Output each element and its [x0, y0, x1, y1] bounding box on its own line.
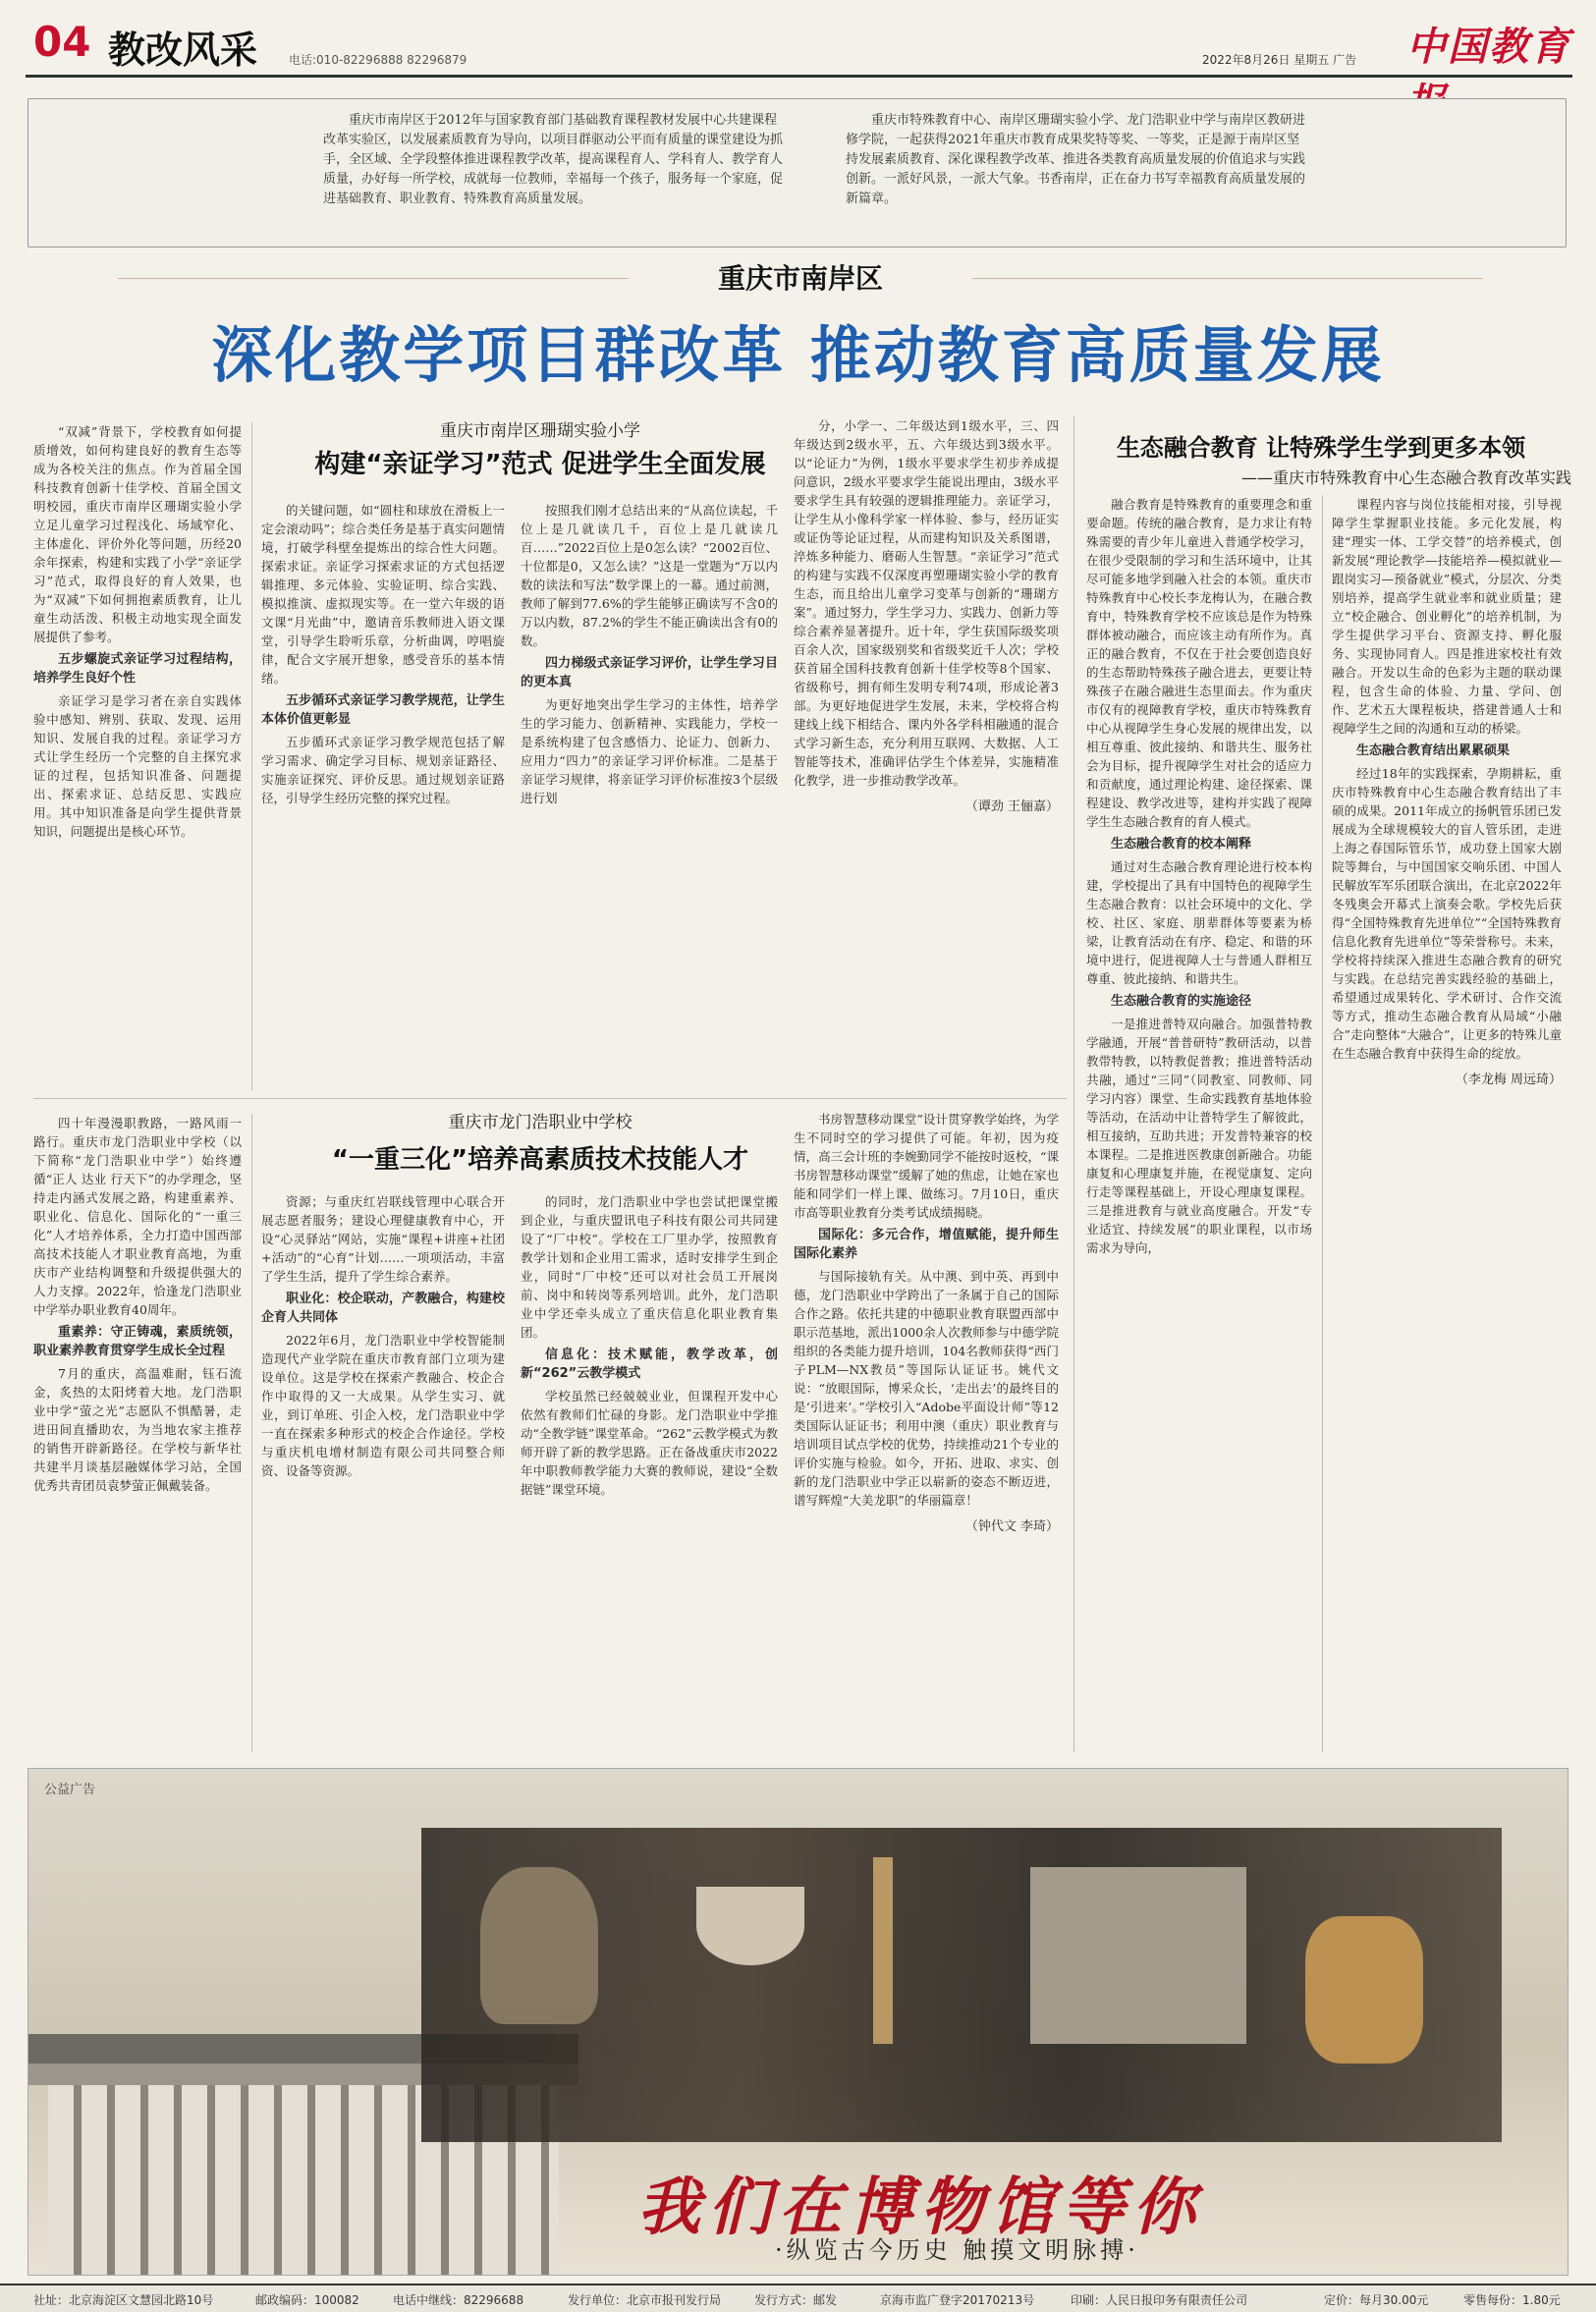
article1-sub2: 五步循环式亲证学习教学规范，让学生本体价值更彰显: [261, 693, 505, 727]
newspaper-logo: 中国教育: [1406, 24, 1571, 70]
kicker-rule-left: [118, 278, 629, 279]
article2-sub3: 信息化：技术赋能，教学改革，创新“262”云教学模式: [521, 1348, 778, 1381]
ad-tag: 公益广告: [44, 1783, 96, 1797]
page-divider: [1073, 416, 1074, 1752]
article1-col2b-text: 五步循环式亲证学习教学规范包括了解学习需求、确定学习目标、规划亲证路径、实施亲证探究、评价反思。通过规划亲证路径，引导学生经历完整的探究过程。: [261, 735, 505, 805]
article3-subtitle: ——重庆市特殊教育中心生态融合教育改革实践: [1240, 468, 1571, 487]
article3-col1-text: 融合教育是特殊教育的重要理念和重要命题。传统的融合教育，是力求让有特殊需要的青少年儿童进入普通学校学习，在很少受限制的学习和生活环境中，让其尽可能多地学到融入社会的本领。重庆市特殊教育中心校长李龙梅认为，在融合教育中，特殊教育学校不应该总是作为特殊群体被动融合，而应该主动有所作为。真正的融合教育，不仅在于社会要创造良好的生态帮助特殊孩子融合进去，更要让特殊孩子在融合融进生态里面去。作为重庆市仅有的视障教育学校，重庆市特殊教育中心从视障学生身心发展的规律出发，以相互尊重、彼此接纳、和谐共生、服务社会为目标，提升视障学生对社会的适应力和贡献度，通过理论构建、途径探索、课程建设、教学改进等，建构并实践了视障学生生态融合教育的育人模式。: [1086, 497, 1312, 829]
article3-byline: （李龙梅 周远琦）: [1455, 1073, 1562, 1087]
editorial-phone: 电话:010-82296888 82296879: [289, 53, 468, 67]
article3-col2-text: 课程内容与岗位技能相对接，引导视障学生掌握职业技能。多元化发展，构建“理实一体、工学交替”的培养模式，创新发展“理论教学—技能培养—模拟就业—跟岗实习—预备就业”模式，分层次、分类别培养，提高学生就业率和就业质量；建立“校企融合、创业孵化”的培养机制，为学生提供学习平台、资源支持、孵化服务、实现协同育人。四是推进家校社有效融合。开发以生命的色彩为主题的联动课程，包含生命的体验、力量、学问、创作、艺术五大课程板块，搭建普通人士和视障学生之间的沟通和互动的桥梁。: [1332, 497, 1562, 736]
article2-col4b-text: 与国际接轨有关。从中澳、到中英、再到中德，龙门浩职业中学跨出了一条属于自己的国际合作之路。依托共建的中德职业教育联盟西部中职示范基地，派出1000余人次教师参与中德学院组织的各类能力提升培训，104名教师获得“西门子PLM—NX教员”等国际认证证书。姚代文说：“放眼国际，博采众长，‘走出去’的最终目的是‘引进来’。”学校引入“Adobe平面设计师”等12类国际认证证书；利用中澳（重庆）职业教育与培训项目试点学校的优势，持续推动21个专业的评价实施与检验。如今，开拓、进取、求实、创新的龙门浩职业中学正以崭新的姿态不断迈进，谱写辉煌“大美龙职”的华丽篇章！: [794, 1269, 1059, 1508]
article1-col3b-text: 为更好地突出学生学习的主体性，培养学生的学习能力、创新精神、实践能力，学校一是系统构建了包含感悟力、论证力、创新力、应用力“四力”的亲证学习评价标准。二是基于亲证学习规律，将亲证学习评价标准按3个层级进行划: [521, 697, 778, 805]
ad-subtitle: ·纵览古今历史 触摸文明脉搏·: [775, 2236, 1139, 2264]
article1-col2-text: 的关键问题，如“圆柱和球放在滑板上一定会滚动吗”；综合类任务是基于真实问题情境，打破学科壁垒提炼出的综合性大问题。探索求证。亲证学习探索求证的方式包括逻辑推理、多元体验、实验证明、综合实践、模拟推演、虚拟现实等。在一堂六年级的语文课“月光曲”中，邀请音乐教师进入语文课堂，引导学生聆听乐章，分析曲调，哼唱旋律，配合文字展开想象，感受音乐的基本情绪。: [261, 503, 505, 686]
article1-title: 构建“亲证学习”范式 促进学生全面发展: [314, 450, 766, 479]
article1-col2: [261, 501, 505, 1090]
article3-col2b-text: 经过18年的实践探索，孕期耕耘，重庆市特殊教育中心生态融合教育结出了丰硕的成果。2011年成立的扬帆管乐团已发展成为全球规模较大的盲人管乐团，走进上海之春国际管乐节，成功登上国家大剧院等舞台，与中国国家交响乐团、中国人民解放军军乐团联合演出，在北京2022年冬残奥会开幕式上演奏会歌。学校先后获得“全国特殊教育先进单位”“全国特殊教育信息化教育先进单位”等荣誉称号。未来，学校将持续深入推进生态融合教育的研究与实践。在总结完善实践经验的基础上，希望通过成果转化、学术研讨、合作交流等方式，推动生态融合教育从局域“小融合”走向整体“大融合”，让更多的特殊儿童在生态融合教育中获得生命的绽放。: [1332, 766, 1562, 1061]
article2-col1-text: 四十年漫漫职教路，一路风雨一路行。重庆市龙门浩职业中学校（以下简称“龙门浩职业中学”）始终遵循“正人 达业 行天下”的办学理念，坚持走内涵式发展之路，构建重素养、职业化、信息化、国际化的“一重三化”人才培养体系，全力打造中国西部高技术技能人才职业教育高地，为重庆市产业结构调整和升级提供强大的人力支撑。2022年，恰逢龙门浩职业中学举办职业教育40周年。: [33, 1116, 242, 1317]
header-rule: [26, 75, 1572, 78]
footer-phone: 电话中继线：82296688: [393, 2293, 524, 2307]
ad-title: 我们在博物馆等你: [637, 2171, 1203, 2244]
article2-col3-text: 的同时，龙门浩职业中学也尝试把课堂搬到企业，与重庆盟讯电子科技有限公司共同建设了“厂中校”。学校在工厂里办学，按照教育教学计划和企业用工需求，适时安排学生到企业，同时“厂中校”还可以对社会员工开展岗前、岗中和转岗等系列培训。此外，龙门浩职业中学还牵头成立了重庆信息化职业教育集团。: [521, 1194, 778, 1340]
footer-address: 社址：北京海淀区文慧园北路10号: [33, 2293, 214, 2307]
article1-byline: （谭劲 王俪嘉）: [964, 799, 1059, 814]
article2-col2b-text: 2022年6月，龙门浩职业中学校智能制造现代产业学院在重庆市教育部门立项为建设单位。这是学校在探索产教融合、校企合作中取得的又一大成果。从学生实习、就业，到订单班、引企入校，龙门浩职业中学一直在探索多种形式的校企合作途径。学校与重庆机电增材制造有限公司共同整合师资、设备等资源。: [261, 1333, 505, 1478]
issue-date: 2022年8月26日 星期五 广告: [1202, 53, 1357, 67]
article2-sub1: 重素养：守正铸魂，素质统领，职业素养教育贯穿学生成长全过程: [33, 1325, 242, 1358]
col-divider: [1322, 495, 1323, 1752]
article1-sub3: 四力梯级式亲证学习评价，让学生学习目的更本真: [521, 656, 778, 689]
intro-right: 重庆市特殊教育中心、南岸区珊瑚实验小学、龙门浩职业中学与南岸区教研进修学院，一起获得2021年重庆市教育成果奖特等奖、一等奖，正是源于南岸区坚持发展素质教育、深化课程教学改革、推进各类教育高质量发展的价值追求与实践创新。一派好风景，一派大气象。书香南岸，正在奋力书写幸福教育高质量发展的新篇章。: [846, 113, 1306, 206]
article3-title: 生态融合教育 让特殊学生学到更多本领: [1116, 434, 1526, 462]
intro-box: [28, 98, 1567, 248]
footer-postcode: 邮政编码：100082: [255, 2293, 359, 2307]
article2-title: “一重三化”培养高素质技术技能人才: [331, 1145, 749, 1175]
artifacts-collage-image: [421, 1828, 1502, 2142]
article3-col1b-text: 通过对生态融合教育理论进行校本构建，学校提出了具有中国特色的视障学生生态融合教育：以社会环境中的文化、学校、社区、家庭、朋辈群体等要素为桥梁，让教育活动在有序、稳定、和谐的环境中进行，促进视障人士与普通人群相互尊重、彼此接纳、和谐共生。: [1086, 859, 1312, 986]
article1-col1b-text: 亲证学习是学习者在亲自实践体验中感知、辨别、获取、发现、运用知识、发展自我的过程。亲证学习方式让学生经历一个完整的自主探究求证的过程，包括知识准备、问题提出、探索求证、总结反思、实践应用。其中知识准备是向学生提供背景知识，问题提出是核心环节。: [33, 693, 242, 839]
footer-printer: 印刷：人民日报印务有限责任公司: [1071, 2293, 1248, 2307]
article1-col4: [794, 416, 1059, 1084]
article3-sub1: 生态融合教育的校本阐释: [1111, 837, 1252, 852]
article3-col1c-text: 一是推进普特双向融合。加强普特教学融通，开展“普普研特”教研活动，以普教带特教，以特教促普教；推进普特活动共融，通过“三同”（同教室、同教师、同学习内容）课堂、生命实践教育基地体验等活动，在活动中让普特学生了解彼此，相互接纳，互助共进；开发普特兼容的校本课程。二是推进医教康创新融合。功能康复和心理康复并施，在视觉康复、定向行走等课程基础上，开设心理康复课程。三是推进教育与就业高度融合。开发“专业适宜、持续发展”的职业课程，以市场需求为导向，: [1086, 1017, 1312, 1255]
public-service-ad: [28, 1768, 1568, 2276]
section-title: 教改风采: [108, 28, 258, 72]
article3-col2: [1332, 495, 1562, 1752]
col-divider: [251, 1114, 252, 1752]
article3-sub3: 生态融合教育结出累累硕果: [1356, 743, 1511, 758]
article3-col1: [1086, 495, 1312, 1752]
article2-col3: [521, 1192, 778, 1752]
article1-col1-text: “双减”背景下，学校教育如何提质增效，如何构建良好的教育生态等成为各校关注的焦点。作为首届全国科技教育创新十佳学校、首届全国文明校园，重庆市南岸区珊瑚实验小学立足儿童学习过程浅化、场域窄化、主体虚化、评价外化等问题，历经20余年探索，构建和实践了小学“亲证学习”范式，取得良好的育人效果，也为“双减”下如何拥抱素质教育，让儿童生动活泼、积极主动地实现全面发展提供了参考。: [33, 424, 242, 644]
footer-price: 定价：每月30.00元: [1324, 2293, 1429, 2307]
article3-sub2: 生态融合教育的实施途径: [1111, 994, 1252, 1009]
article2-col3b-text: 学校虽然已经兢兢业业，但课程开发中心依然有教师们忙碌的身影。龙门浩职业中学推动“全教学链”课堂革命。“262”云教学模式为教师开辟了新的教学思路。正在备战重庆市2022年中职教师教学能力大赛的教师说，建设“全数据链”课堂环境。: [521, 1389, 778, 1497]
article1-col3-text: 按照我们刚才总结出来的“从高位读起，千位上是几就读几千，百位上是几就读几百……”2022百位上是0怎么读？“2002百位、十位都是0，又怎么读？”这是一堂题为“万以内数的读法和写法”数学课上的一幕。通过前测，教师了解到77.6%的学生能够正确读写不含0的万以内数，87.2%的学生不能正确读出含有0的数。: [521, 503, 778, 648]
col-divider: [251, 422, 252, 1090]
article2-col4-text: 书房智慧移动课堂”设计贯穿教学始终，为学生不同时空的学习提供了可能。年初，因为疫情，高三会计班的李婉勤同学不能按时返校，“课书房智慧移动课堂”缓解了她的焦虑，让她在家也能和同学们一样上课、做练习。7月10日，重庆市高等职业教育分类考试成绩揭晓。: [794, 1112, 1059, 1220]
article1-sub1: 五步螺旋式亲证学习过程结构，培养学生良好个性: [33, 652, 242, 686]
article1-col1: [33, 422, 242, 1090]
article2-byline: （钟代文 李琦）: [964, 1519, 1059, 1534]
article2-col1: [33, 1114, 242, 1752]
article2-sub4: 国际化：多元合作，增值赋能，提升师生国际化素养: [794, 1228, 1059, 1261]
footer: [0, 2284, 1596, 2312]
footer-license: 京海市监广登字20170213号: [880, 2293, 1035, 2307]
banner-headline: 深化教学项目群改革 推动教育高质量发展: [211, 319, 1385, 391]
page-number: 04: [33, 18, 91, 66]
article1-col4-text: 分，小学一、二年级达到1级水平，三、四年级达到2级水平，五、六年级达到3级水平。以“论证力”为例，1级水平要求学生初步养成提问意识，2级水平要求学生能说出理由，3级水平要求学生具有较强的逻辑推理能力。亲证学习，让学生从小像科学家一样体验、参与，经历证实或证伪等论证过程，从而建构知识及关系图谱，淬炼多种能力、磨砺人生智慧。“亲证学习”范式的构建与实践不仅深度再塑珊瑚实验小学的教育生态，而且给出儿童学习变革与创新的“珊瑚方案”。通过努力，学生学习力、实践力、创新力等综合素养显著提升。近十年，学生获国际级奖项百余人次，国家级别奖和省级奖近千人次；学校获首届全国科技教育创新十佳学校等8个国家、省级称号，拥有师生发明专利74项，形成论著3部。为更好地促进学生发展，未来，学校将合构建线上线下相结合、课内外各学科相融通的混合式学习新生态，充分利用互联网、大数据、人工智能等技术，准确评估学生个体差异，实施精准化教学，进一步推动教学改革。: [794, 418, 1059, 788]
footer-distributor: 发行方式：邮发: [754, 2293, 838, 2307]
article2-school: 重庆市龙门浩职业中学校: [448, 1113, 633, 1132]
footer-publisher: 发行单位：北京市报刊发行局: [568, 2293, 722, 2307]
article2-col1b-text: 7月的重庆，高温难耐，钰石流金，炙热的太阳烤着大地。龙门浩职业中学“萤之光”志愿队不惧酷暑，走进田间直播助农，为当地农家主推荐的销售开辟新路径。在学校与新华社共建半月谈基层融媒体学习站，全国优秀共青团员袁梦萤正佩戴装备。: [33, 1366, 242, 1493]
article2-col2: [261, 1192, 505, 1752]
article2-col4: [794, 1110, 1059, 1752]
kicker-rule-right: [972, 278, 1483, 279]
article2-sub2: 职业化：校企联动，产教融合，构建校企育人共同体: [261, 1292, 505, 1325]
article-divider: [33, 1098, 1067, 1099]
banner-kicker: 重庆市南岸区: [717, 262, 883, 295]
footer-retail-price: 零售每份：1.80元: [1463, 2293, 1561, 2307]
article1-school: 重庆市南岸区珊瑚实验小学: [440, 421, 640, 441]
intro-left: 重庆市南岸区于2012年与国家教育部门基础教育课程教材发展中心共建课程改革实验区，以发展素质教育为导向，以项目群驱动公平而有质量的课堂建设为抓手，全区域、全学段整体推进课程教学改革，提高课程育人、学科育人、教学育人质量，办好每一所学校，成就每一位教师，幸福每一个孩子，服务每一个家庭，促进基础教育、职业教育、特殊教育高质量发展。: [323, 113, 784, 206]
article2-col2-text: 资源；与重庆红岩联线管理中心联合开展志愿者服务；建设心理健康教育中心，开设“心灵驿站”网站，实施“课程+讲座+社团+活动”的“心育”计划……一项项活动，丰富了学生生活，提升了学生综合素养。: [261, 1194, 505, 1284]
article1-col3: [521, 501, 778, 1090]
